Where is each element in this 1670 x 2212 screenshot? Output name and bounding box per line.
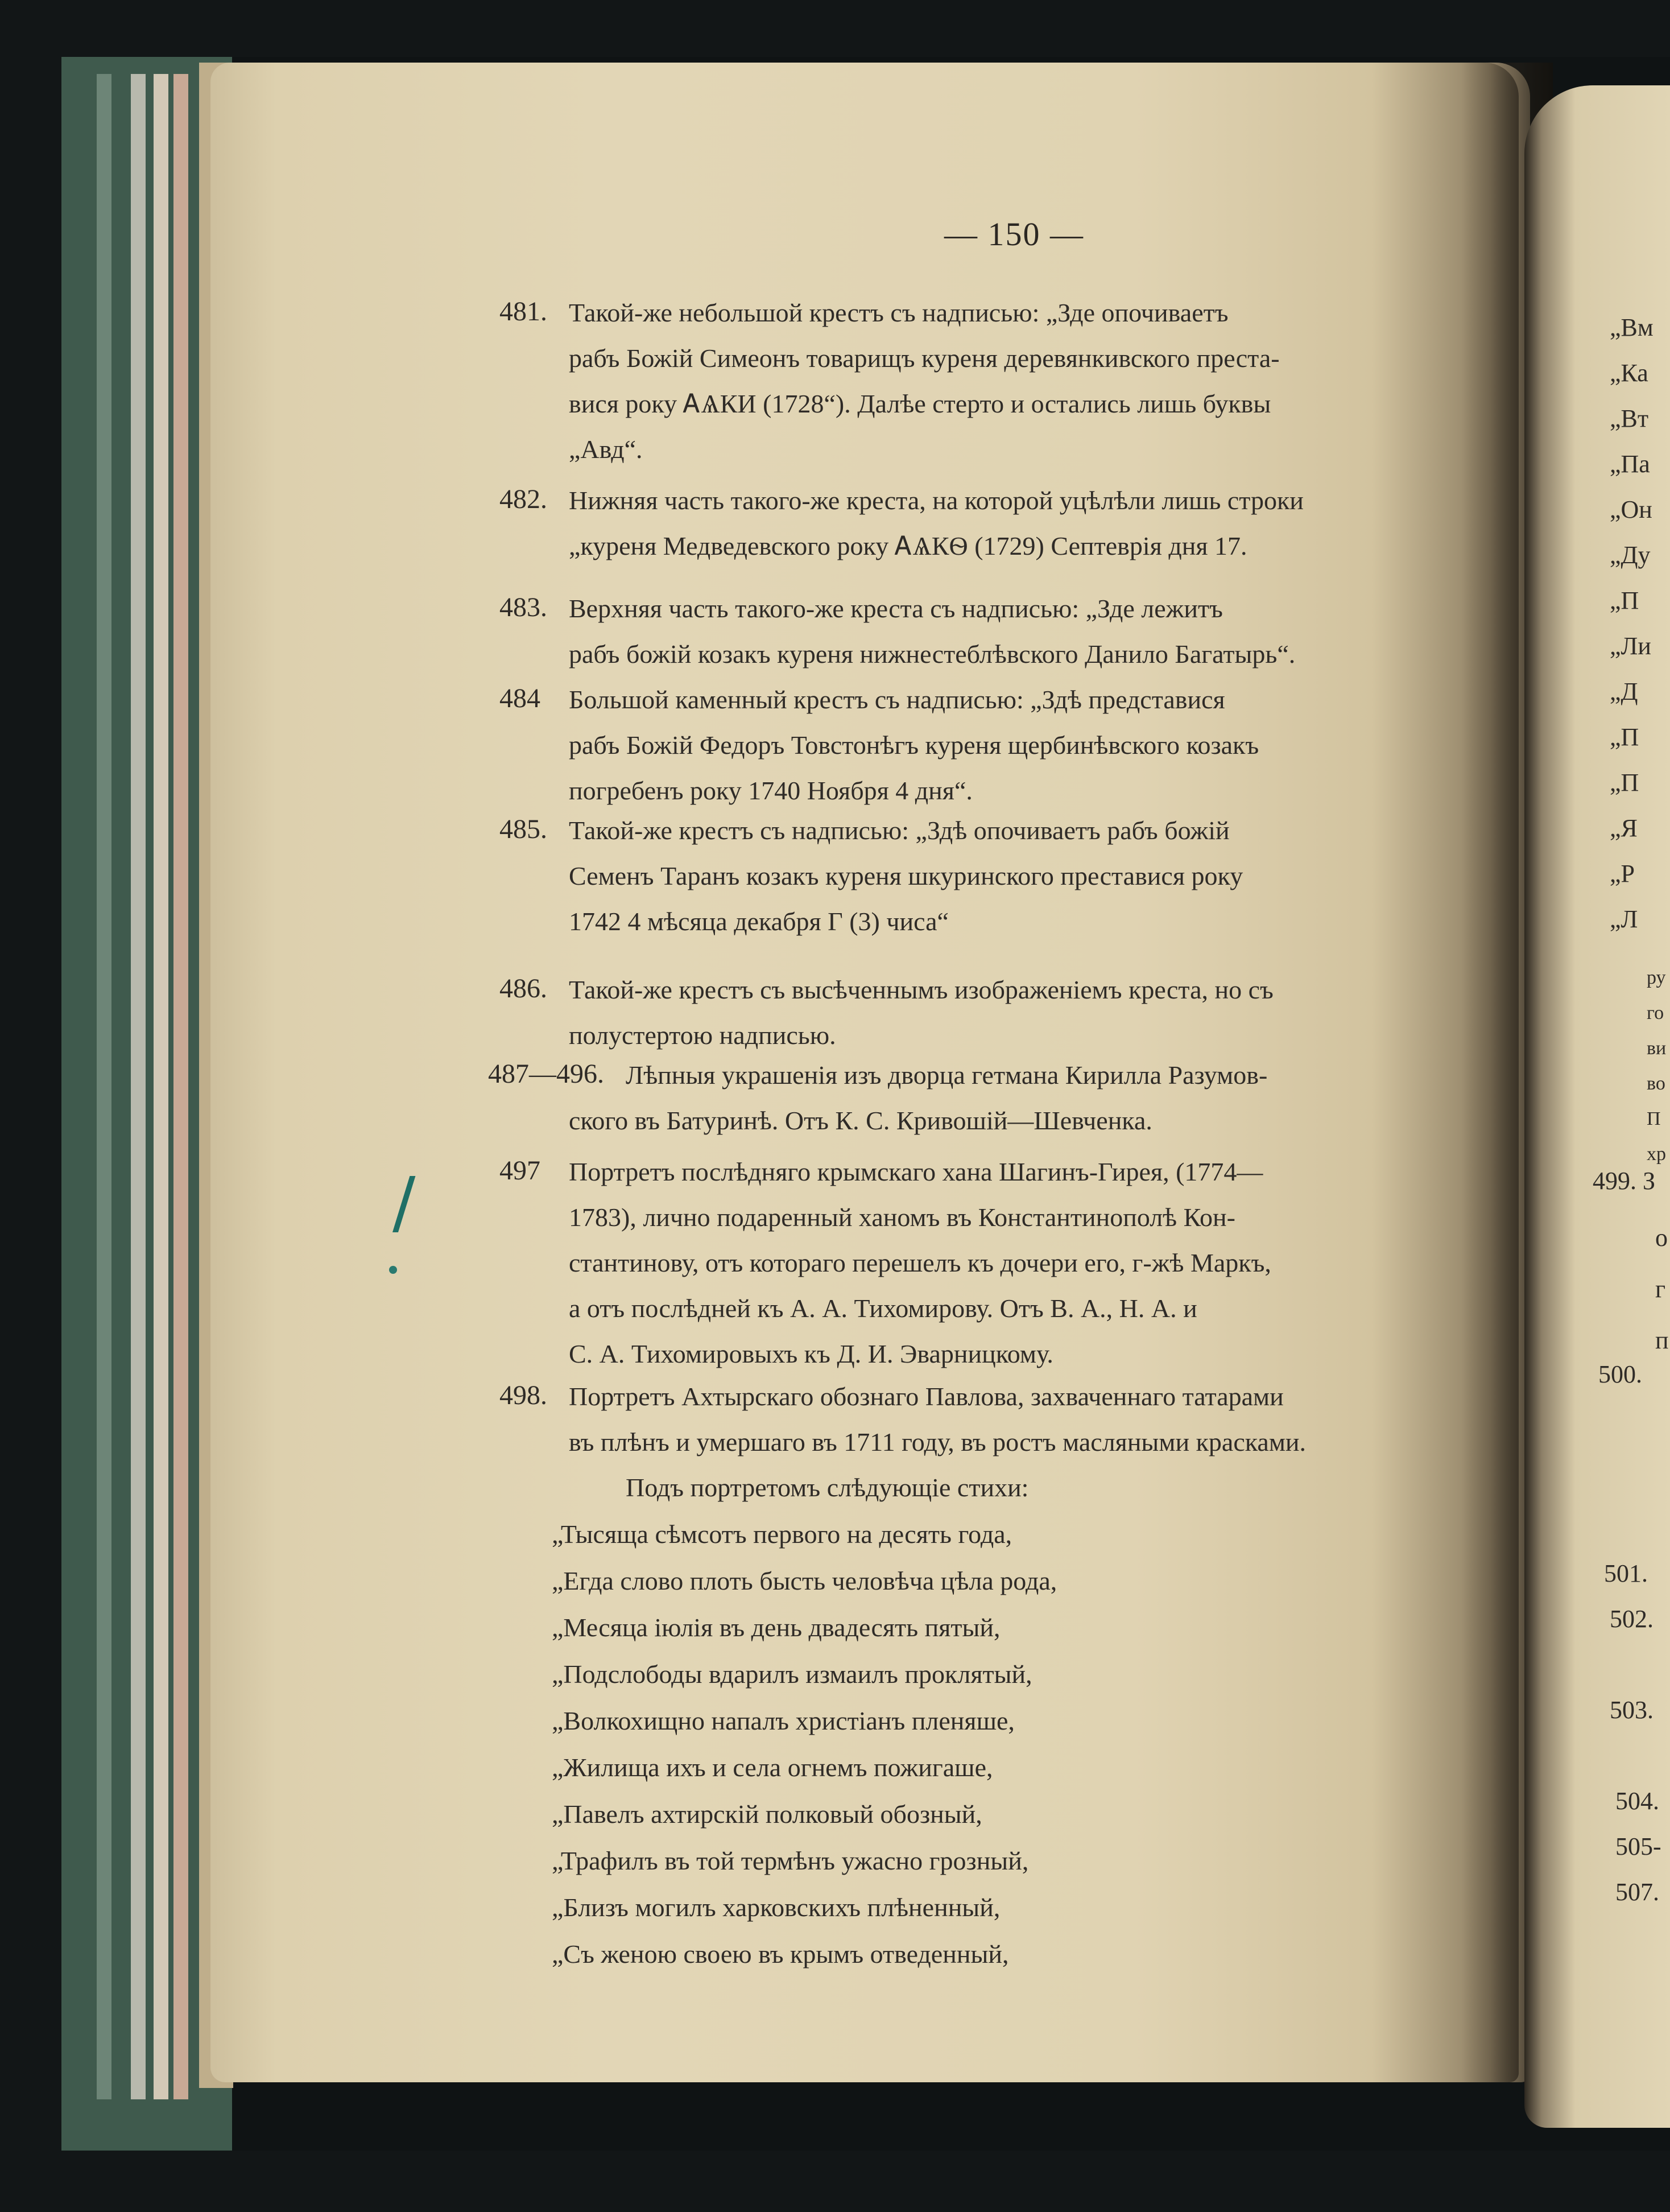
entry-line: Такой-же крестъ съ надписью: „Здѣ опочиваетъ рабъ божій <box>569 816 1230 845</box>
entry-line: Лѣпныя украшенія изъ дворца гетмана Кирилла Разумов- <box>626 1060 1268 1090</box>
right-page-number: 503. <box>1610 1696 1654 1724</box>
entry-number: 483. <box>499 592 547 622</box>
entry-line: погребенъ року 1740 Ноября 4 дня“. <box>569 776 973 805</box>
entry-line: рабъ Божій Федоръ Товстонѣгъ куреня щербинѣвского козакъ <box>569 731 1259 760</box>
entry-line: стантинову, отъ котораго перешелъ къ дочери его, г-жѣ Маркъ, <box>569 1248 1271 1277</box>
verse-line: „Близъ могилъ харковскихъ плѣненный, <box>552 1893 1001 1922</box>
entry-line: въ плѣнъ и умершаго въ 1711 году, въ ростъ масляными красками. <box>569 1427 1307 1456</box>
verse-line: „Волкохищно напалъ христіанъ пленяше, <box>552 1706 1015 1735</box>
right-page-number: 504. <box>1615 1787 1659 1815</box>
right-page-fragment: „Л <box>1610 905 1638 933</box>
right-page-number: 500. <box>1598 1360 1642 1388</box>
entry-line: Подъ портретомъ слѣдующіе стихи: <box>626 1473 1029 1502</box>
right-page-number: г <box>1655 1275 1666 1303</box>
right-page-fragment: „Д <box>1610 678 1638 705</box>
entry-line: 1783), лично подаренный ханомъ въ Константинополѣ Кон- <box>569 1203 1235 1232</box>
right-page-fragment: П <box>1647 1108 1661 1129</box>
entry-line: Такой-же крестъ съ высѣченнымъ изображеніемъ креста, но съ <box>569 975 1274 1004</box>
right-page-fragment: „Я <box>1610 814 1638 842</box>
entry-number: 484 <box>499 683 540 713</box>
right-page-fragment: „Ли <box>1610 632 1651 660</box>
right-page-number: 499. З <box>1593 1167 1656 1195</box>
entry-line: рабъ Божій Симеонъ товарищъ куреня деревянкивского преста- <box>569 344 1280 373</box>
right-page-number: о <box>1655 1224 1668 1252</box>
right-page-fragment: „Ка <box>1610 359 1648 387</box>
pencil-dot <box>389 1266 397 1274</box>
verse-line: „Месяца іюлія въ день двадесять пятый, <box>552 1613 1001 1642</box>
cover-edge <box>97 74 111 2099</box>
entry-line: ского въ Батуринѣ. Отъ К. С. Кривошій—Шевченка. <box>569 1106 1152 1135</box>
right-page-fragment: „П <box>1610 723 1639 751</box>
pencil-mark: / <box>392 1163 416 1243</box>
right-page <box>1524 85 1670 2128</box>
entry-line: „куреня Медведевского року ᎪѦКѲ (1729) Септеврія дня 17. <box>569 531 1247 560</box>
right-page-fragment: го <box>1647 1002 1664 1024</box>
entry-number: 482. <box>499 484 547 514</box>
entry-number: 498. <box>499 1380 547 1410</box>
right-page-number: 505- <box>1615 1833 1661 1860</box>
right-page-fragment: ви <box>1647 1038 1667 1059</box>
entry-line: „Авд“. <box>569 435 643 464</box>
entry-line: рабъ божій козакъ куреня нижнестеблѣвского Данило Багатырь“. <box>569 639 1296 668</box>
right-page-number: 501. <box>1604 1559 1648 1587</box>
entry-number: 487—496. <box>488 1059 604 1089</box>
entry-line: Портретъ послѣдняго крымскаго хана Шагинъ-Гирея, (1774— <box>569 1157 1263 1186</box>
cover-edge <box>154 74 168 2099</box>
entry-line: С. А. Тихомировыхъ къ Д. И. Эварницкому. <box>569 1339 1053 1368</box>
right-page-fragment: „Вт <box>1610 405 1649 432</box>
right-page-fragment: ру <box>1647 967 1666 988</box>
entry-line: Портретъ Ахтырскаго обознаго Павлова, захваченнаго татарами <box>569 1382 1284 1411</box>
entry-line: а отъ послѣдней къ А. А. Тихомирову. Отъ В. А., Н. А. и <box>569 1294 1197 1323</box>
cover-edge <box>173 74 188 2099</box>
verse-line: „Егда слово плоть бысть человѣча цѣла рода, <box>552 1566 1057 1595</box>
right-page-fragment: „П <box>1610 587 1639 614</box>
entry-number: 497 <box>499 1155 540 1186</box>
entry-number: 486. <box>499 973 547 1004</box>
entry-line: вися року ᎪѦКИ (1728“). Далѣе стерто и остались лишь буквы <box>569 389 1271 418</box>
verse-line: „Павелъ ахтирскій полковый обозный, <box>552 1800 982 1829</box>
verse-line: „Тысяща сѣмсотъ первого на десять года, <box>552 1520 1012 1549</box>
entry-line: Нижняя часть такого-же креста, на которой уцѣлѣли лишь строки <box>569 486 1304 515</box>
right-page-fragment: „Ду <box>1610 541 1651 569</box>
right-page-number: 507. <box>1615 1878 1659 1906</box>
entry-line: Большой каменный крестъ съ надписью: „Здѣ представися <box>569 685 1225 714</box>
right-page-fragment: хр <box>1647 1144 1666 1165</box>
right-page-fragment: „Па <box>1610 450 1650 478</box>
right-page-fragment: во <box>1647 1073 1665 1094</box>
right-page-fragment: „Он <box>1610 496 1652 523</box>
entry-number: 485. <box>499 814 547 844</box>
verse-line: „Трафилъ въ той термѣнъ ужасно грозный, <box>552 1846 1029 1875</box>
right-page-fragment: „П <box>1610 769 1639 797</box>
right-page-number: 502. <box>1610 1605 1654 1633</box>
entry-line: Такой-же небольшой крестъ съ надписью: „Зде опочиваетъ <box>569 298 1229 327</box>
cover-edge <box>131 74 146 2099</box>
entry-line: Семенъ Таранъ козакъ куреня шкуринского преставися року <box>569 861 1243 890</box>
verse-line: „Съ женою своею въ крымъ отведенный, <box>552 1939 1009 1968</box>
verse-line: „Подслободы вдарилъ измаилъ проклятый, <box>552 1660 1032 1689</box>
entry-line: полустертою надписью. <box>569 1021 836 1050</box>
page-number: — 150 — <box>944 216 1084 253</box>
right-page-number: п <box>1655 1326 1669 1354</box>
entry-line: Верхняя часть такого-же креста съ надписью: „Зде лежитъ <box>569 594 1223 623</box>
entry-number: 481. <box>499 296 547 327</box>
verse-line: „Жилища ихъ и села огнемъ пожигаше, <box>552 1753 993 1782</box>
entry-line: 1742 4 мѣсяца декабря Г (3) чиса“ <box>569 907 949 936</box>
right-page-fragment: „Вм <box>1610 313 1654 341</box>
right-page-fragment: „Р <box>1610 860 1635 888</box>
